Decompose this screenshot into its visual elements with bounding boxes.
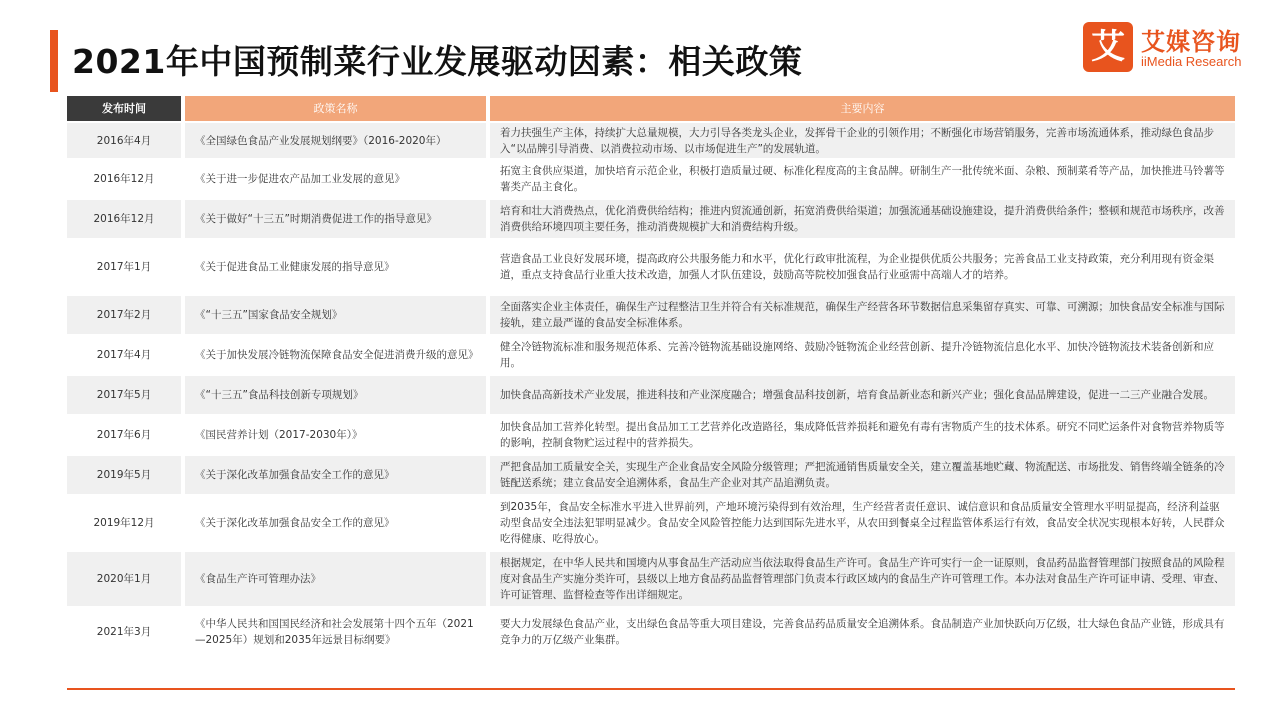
row-policy-name: 《关于加快发展冷链物流保障食品安全促进消费升级的意见》	[195, 349, 479, 361]
row-date: 2021年3月	[96, 626, 152, 638]
row-policy-name: 《关于深化改革加强食品安全工作的意见》	[185, 456, 486, 494]
row-main-content: 健全冷链物流标准和服务规范体系、完善冷链物流基础设施网络、鼓励冷链物流企业经营创新、提升冷链物流信息化水平、加快冷链物流技术装备创新和应用。	[500, 341, 1214, 369]
policy-table	[67, 96, 1235, 690]
table-row	[67, 550, 1235, 606]
row-main-content: 拓宽主食供应渠道，加快培育示范企业，积极打造质量过硬、标准化程度高的主食品牌。研制生产一批传统米面、杂粮、预制菜肴等产品，加快推进马铃薯等薯类产品主食化。	[500, 165, 1225, 193]
row-policy-name: 《关于促进食品工业健康发展的指导意见》	[195, 261, 395, 273]
row-main-content: 营造食品工业良好发展环境，提高政府公共服务能力和水平，优化行政审批流程，为企业提供优质公共服务；完善食品工业支持政策，充分利用现有资金渠道，重点支持食品行业重大技术改造，加强人才队伍建设，鼓励高等院校加强食品行业亟需中高端人才的培养。	[500, 253, 1214, 281]
row-main-content: 严把食品加工质量安全关，实现生产企业食品安全风险分级管理；严把流通销售质量安全关，建立覆盖基地贮藏、物流配送、市场批发、销售终端全链条的冷链配送系统；建立食品安全追溯体系，食品生产企业对其产品追溯负责。	[490, 456, 1235, 494]
row-policy-name: 《“十三五”食品科技创新专项规划》	[185, 376, 486, 414]
row-policy-name: 《国民营养计划（2017-2030年）》	[195, 429, 363, 441]
row-date: 2016年12月	[93, 173, 155, 185]
row-date: 2017年2月	[67, 296, 181, 334]
page-title: 2021年中国预制菜行业发展驱动因素：相关政策	[72, 42, 803, 81]
row-main-content: 加快食品加工营养化转型。提出食品加工工艺营养化改造路径，集成降低营养损耗和避免有毒有害物质产生的技术体系。研究不同贮运条件对食物营养物质等的影响，控制食物贮运过程中的营养损失。	[500, 421, 1225, 449]
header-policy-name: 政策名称	[185, 96, 486, 121]
header-main-content: 主要内容	[490, 96, 1235, 121]
row-policy-name: 《关于进一步促进农产品加工业发展的意见》	[195, 173, 405, 185]
header-date: 发布时间	[67, 96, 181, 121]
title-accent-bar	[50, 30, 58, 92]
row-date: 2017年4月	[96, 349, 152, 361]
row-policy-name: 《“十三五”国家食品安全规划》	[185, 296, 486, 334]
table-row	[67, 414, 1235, 454]
row-main-content: 到2035年，食品安全标准水平进入世界前列，产地环境污染得到有效治理，生产经营者责任意识、诚信意识和食品质量安全管理水平明显提高，经济利益驱动型食品安全违法犯罪明显减少。食品安全风险管控能力达到国际先进水平，从农田到餐桌全过程监管体系运行有效，食品安全状况实现根本好转，人民群众吃得健康、吃得放心。	[500, 501, 1225, 545]
table-body	[67, 121, 1235, 656]
logo-chinese-name: 艾媒咨询	[1141, 28, 1241, 56]
table-header	[67, 96, 1235, 121]
row-date: 2016年4月	[67, 123, 181, 158]
table-row	[67, 334, 1235, 374]
row-main-content: 加快食品高新技术产业发展，推进科技和产业深度融合；增强食品科技创新，培育食品新业态和新兴产业；强化食品品牌建设，促进一二三产业融合发展。	[490, 376, 1235, 414]
table-row	[67, 121, 1235, 158]
row-date: 2016年12月	[67, 200, 181, 238]
row-policy-name: 《关于做好“十三五”时期消费促进工作的指导意见》	[185, 200, 486, 238]
table-row	[67, 494, 1235, 550]
row-main-content: 根据规定，在中华人民共和国境内从事食品生产活动应当依法取得食品生产许可。食品生产许可实行一企一证原则，食品药品监督管理部门按照食品的风险程度对食品生产实施分类许可，县级以上地方食品药品监督管理部门负责本行政区域内的食品生产许可管理工作。本办法对食品生产许可证申请、受理、审查、许可证管理、监督检查等作出详细规定。	[490, 552, 1235, 606]
table-row	[67, 294, 1235, 334]
row-main-content: 全面落实企业主体责任，确保生产过程整洁卫生并符合有关标准规范，确保生产经营各环节数据信息采集留存真实、可靠、可溯源；加快食品安全标准与国际接轨，建立最严谨的食品安全标准体系。	[490, 296, 1235, 334]
row-policy-name: 《关于深化改革加强食品安全工作的意见》	[195, 517, 395, 529]
row-date: 2020年1月	[67, 552, 181, 606]
row-date: 2019年12月	[93, 517, 155, 529]
row-main-content: 着力扶强生产主体，持续扩大总量规模，大力引导各类龙头企业，发挥骨干企业的引领作用；不断强化市场营销服务，完善市场流通体系，推动绿色食品步入“以品牌引导消费、以消费拉动市场、以市场促进生产”的发展轨道。	[490, 123, 1235, 158]
table-row	[67, 606, 1235, 656]
row-date: 2019年5月	[67, 456, 181, 494]
table-row	[67, 198, 1235, 238]
logo-mark-icon: 艾	[1083, 22, 1133, 72]
row-date: 2017年1月	[96, 261, 152, 273]
row-policy-name: 《食品生产许可管理办法》	[185, 552, 486, 606]
table-row	[67, 158, 1235, 198]
row-date: 2017年5月	[67, 376, 181, 414]
table-row	[67, 454, 1235, 494]
iimedia-logo	[1083, 22, 1268, 74]
row-policy-name: 《全国绿色食品产业发展规划纲要》（2016-2020年）	[185, 123, 486, 158]
row-date: 2017年6月	[96, 429, 152, 441]
row-policy-name: 《中华人民共和国国民经济和社会发展第十四个五年（2021—2025年）规划和2035年远景目标纲要》	[195, 618, 474, 646]
row-main-content: 要大力发展绿色食品产业，支出绿色食品等重大项目建设，完善食品药品质量安全追溯体系。食品制造产业加快跃向万亿级，壮大绿色食品产业链，形成具有竞争力的万亿级产业集群。	[500, 618, 1225, 646]
row-main-content: 培育和壮大消费热点，优化消费供给结构；推进内贸流通创新，拓宽消费供给渠道；加强流通基础设施建设，提升消费供给条件；整顿和规范市场秩序，改善消费供给环境四项主要任务，推动消费规模扩大和消费结构升级。	[490, 200, 1235, 238]
table-row	[67, 374, 1235, 414]
logo-english-name: iiMedia Research	[1141, 54, 1242, 69]
table-row	[67, 238, 1235, 294]
